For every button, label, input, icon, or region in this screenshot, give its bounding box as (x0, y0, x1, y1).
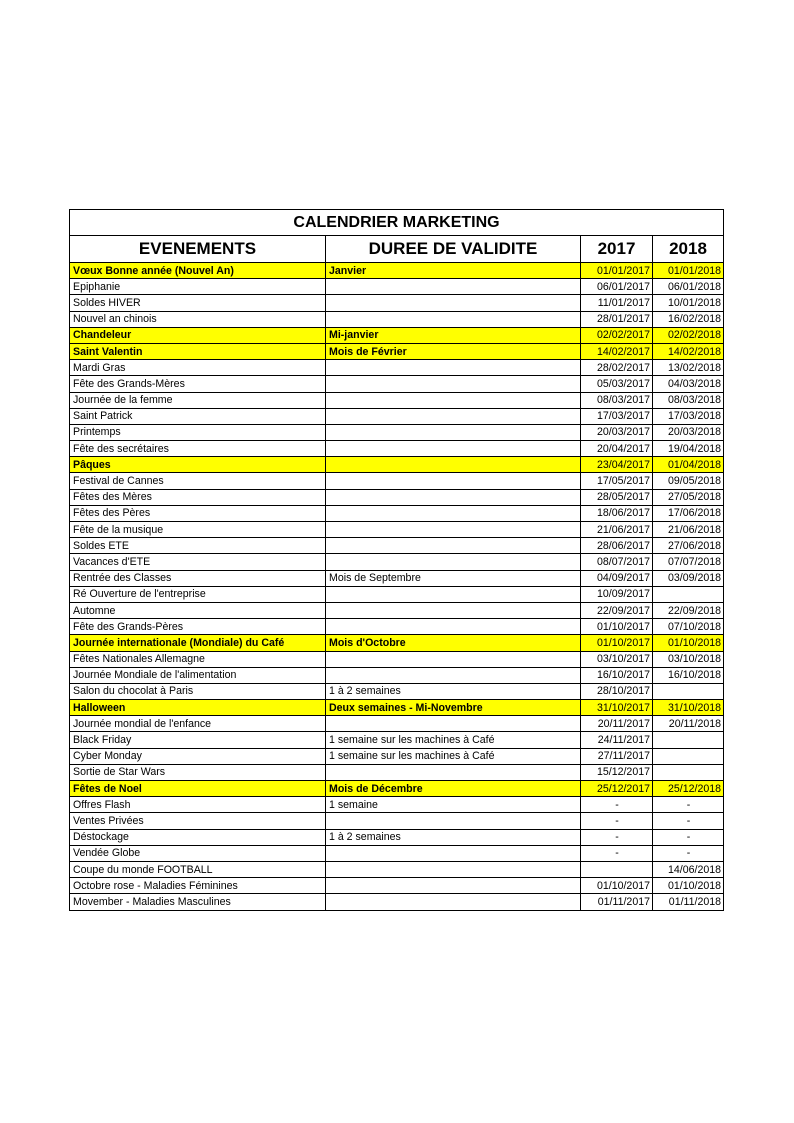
date-2018-cell (653, 732, 724, 748)
table-row (70, 392, 724, 408)
duration-cell (326, 878, 581, 894)
duration-cell (326, 441, 581, 457)
event-cell: Soldes HIVER (70, 295, 326, 311)
table-title: CALENDRIER MARKETING (70, 210, 724, 236)
table-row (70, 311, 724, 327)
table-row (70, 505, 724, 521)
event-cell: Journée mondial de l'enfance (70, 716, 326, 732)
date-2018-cell: 07/07/2018 (653, 554, 724, 570)
date-2017-cell: 15/12/2017 (581, 764, 653, 780)
duration-cell (326, 861, 581, 877)
table-row (70, 263, 724, 279)
date-2017-cell: 04/09/2017 (581, 570, 653, 586)
table-row (70, 764, 724, 780)
date-2017-cell: 01/10/2017 (581, 635, 653, 651)
date-2018-cell: 20/11/2018 (653, 716, 724, 732)
date-2018-cell: 03/10/2018 (653, 651, 724, 667)
table-row (70, 554, 724, 570)
duration-cell (326, 360, 581, 376)
header-2018: 2018 (653, 236, 724, 263)
event-cell: Printemps (70, 424, 326, 440)
table-row (70, 845, 724, 861)
date-2017-cell: 16/10/2017 (581, 667, 653, 683)
date-2018-cell (653, 586, 724, 602)
duration-cell (326, 408, 581, 424)
date-2017-cell: 08/03/2017 (581, 392, 653, 408)
table-row (70, 360, 724, 376)
event-cell: Soldes ETE (70, 538, 326, 554)
date-2017-cell: 28/06/2017 (581, 538, 653, 554)
event-cell: Nouvel an chinois (70, 311, 326, 327)
duration-cell (326, 473, 581, 489)
duration-cell (326, 716, 581, 732)
date-2018-cell: 10/01/2018 (653, 295, 724, 311)
table-row (70, 538, 724, 554)
event-cell: Journée Mondiale de l'alimentation (70, 667, 326, 683)
table-row (70, 635, 724, 651)
table-row (70, 700, 724, 716)
date-2017-cell: 28/10/2017 (581, 683, 653, 699)
date-2017-cell: 22/09/2017 (581, 602, 653, 618)
date-2018-cell: 21/06/2018 (653, 522, 724, 538)
table-row (70, 489, 724, 505)
event-cell: Mardi Gras (70, 360, 326, 376)
duration-cell (326, 538, 581, 554)
date-2017-cell: 23/04/2017 (581, 457, 653, 473)
date-2018-cell: 04/03/2018 (653, 376, 724, 392)
table-row (70, 408, 724, 424)
date-2017-cell: 24/11/2017 (581, 732, 653, 748)
date-2017-cell: 20/04/2017 (581, 441, 653, 457)
header-events: EVENEMENTS (70, 236, 326, 263)
event-cell: Déstockage (70, 829, 326, 845)
date-2018-cell (653, 683, 724, 699)
event-cell: Fête des Grands-Mères (70, 376, 326, 392)
event-cell: Fêtes Nationales Allemagne (70, 651, 326, 667)
table-row (70, 457, 724, 473)
duration-cell (326, 554, 581, 570)
date-2018-cell: 20/03/2018 (653, 424, 724, 440)
table-row (70, 781, 724, 797)
date-2017-cell (581, 861, 653, 877)
date-2017-cell: 05/03/2017 (581, 376, 653, 392)
date-2018-cell (653, 764, 724, 780)
table-row (70, 829, 724, 845)
duration-cell (326, 424, 581, 440)
duration-cell (326, 845, 581, 861)
table-row (70, 861, 724, 877)
event-cell: Pâques (70, 457, 326, 473)
event-cell: Octobre rose - Maladies Féminines (70, 878, 326, 894)
table-row (70, 295, 724, 311)
duration-cell: Mi-janvier (326, 327, 581, 343)
duration-cell (326, 602, 581, 618)
event-cell: Chandeleur (70, 327, 326, 343)
date-2017-cell: 25/12/2017 (581, 781, 653, 797)
event-cell: Saint Valentin (70, 343, 326, 359)
duration-cell (326, 586, 581, 602)
event-cell: Black Friday (70, 732, 326, 748)
duration-cell (326, 279, 581, 295)
date-2017-cell: 11/01/2017 (581, 295, 653, 311)
date-2018-cell: - (653, 797, 724, 813)
date-2017-cell: 20/03/2017 (581, 424, 653, 440)
date-2017-cell: 31/10/2017 (581, 700, 653, 716)
date-2018-cell: 19/04/2018 (653, 441, 724, 457)
date-2018-cell: 01/04/2018 (653, 457, 724, 473)
date-2018-cell: 27/05/2018 (653, 489, 724, 505)
date-2018-cell: 17/06/2018 (653, 505, 724, 521)
date-2018-cell: 25/12/2018 (653, 781, 724, 797)
table-row (70, 619, 724, 635)
table-row (70, 279, 724, 295)
date-2017-cell: 18/06/2017 (581, 505, 653, 521)
date-2017-cell: 14/02/2017 (581, 343, 653, 359)
table-row (70, 522, 724, 538)
date-2018-cell: - (653, 845, 724, 861)
date-2017-cell: 27/11/2017 (581, 748, 653, 764)
event-cell: Automne (70, 602, 326, 618)
event-cell: Journée de la femme (70, 392, 326, 408)
table-row (70, 602, 724, 618)
table-row (70, 376, 724, 392)
date-2018-cell: 01/10/2018 (653, 878, 724, 894)
event-cell: Salon du chocolat à Paris (70, 683, 326, 699)
date-2018-cell: 16/02/2018 (653, 311, 724, 327)
table-row (70, 651, 724, 667)
table-row (70, 327, 724, 343)
duration-cell (326, 311, 581, 327)
date-2018-cell: - (653, 813, 724, 829)
table-body (70, 263, 724, 911)
duration-cell: Mois de Septembre (326, 570, 581, 586)
date-2018-cell: 07/10/2018 (653, 619, 724, 635)
date-2018-cell: 01/10/2018 (653, 635, 724, 651)
date-2017-cell: 28/02/2017 (581, 360, 653, 376)
table-row (70, 570, 724, 586)
table-row (70, 878, 724, 894)
date-2018-cell: 01/11/2018 (653, 894, 724, 910)
event-cell: Ré Ouverture de l'entreprise (70, 586, 326, 602)
date-2018-cell: 06/01/2018 (653, 279, 724, 295)
duration-cell: Mois d'Octobre (326, 635, 581, 651)
event-cell: Fêtes des Pères (70, 505, 326, 521)
event-cell: Epiphanie (70, 279, 326, 295)
header-duration: DUREE DE VALIDITE (326, 236, 581, 263)
date-2018-cell: 03/09/2018 (653, 570, 724, 586)
event-cell: Saint Patrick (70, 408, 326, 424)
table-row (70, 441, 724, 457)
date-2017-cell: 28/01/2017 (581, 311, 653, 327)
date-2018-cell: 01/01/2018 (653, 263, 724, 279)
duration-cell (326, 522, 581, 538)
date-2018-cell: 09/05/2018 (653, 473, 724, 489)
date-2017-cell: 17/03/2017 (581, 408, 653, 424)
duration-cell (326, 667, 581, 683)
date-2018-cell: 14/06/2018 (653, 861, 724, 877)
date-2018-cell: 31/10/2018 (653, 700, 724, 716)
date-2017-cell: 08/07/2017 (581, 554, 653, 570)
table-row (70, 748, 724, 764)
event-cell: Fêtes des Mères (70, 489, 326, 505)
duration-cell (326, 376, 581, 392)
duration-cell: 1 semaine sur les machines à Café (326, 732, 581, 748)
date-2017-cell: 10/09/2017 (581, 586, 653, 602)
date-2018-cell: - (653, 829, 724, 845)
marketing-calendar-table (69, 209, 724, 911)
event-cell: Journée internationale (Mondiale) du Café (70, 635, 326, 651)
table-row (70, 732, 724, 748)
duration-cell: 1 semaine sur les machines à Café (326, 748, 581, 764)
marketing-calendar-sheet (69, 209, 723, 911)
date-2017-cell: 20/11/2017 (581, 716, 653, 732)
table-row (70, 813, 724, 829)
date-2017-cell: 06/01/2017 (581, 279, 653, 295)
event-cell: Sortie de Star Wars (70, 764, 326, 780)
event-cell: Vœux Bonne année (Nouvel An) (70, 263, 326, 279)
header-2017: 2017 (581, 236, 653, 263)
date-2017-cell: - (581, 813, 653, 829)
duration-cell: Deux semaines - Mi-Novembre (326, 700, 581, 716)
duration-cell (326, 392, 581, 408)
date-2018-cell: 16/10/2018 (653, 667, 724, 683)
date-2017-cell: 21/06/2017 (581, 522, 653, 538)
duration-cell (326, 894, 581, 910)
date-2018-cell: 17/03/2018 (653, 408, 724, 424)
date-2017-cell: 03/10/2017 (581, 651, 653, 667)
date-2017-cell: 02/02/2017 (581, 327, 653, 343)
date-2018-cell: 02/02/2018 (653, 327, 724, 343)
duration-cell (326, 651, 581, 667)
duration-cell: Mois de Décembre (326, 781, 581, 797)
duration-cell: Janvier (326, 263, 581, 279)
header-row (70, 236, 724, 263)
duration-cell: 1 à 2 semaines (326, 683, 581, 699)
date-2017-cell: 17/05/2017 (581, 473, 653, 489)
title-row (70, 210, 724, 236)
table-row (70, 586, 724, 602)
duration-cell: 1 semaine (326, 797, 581, 813)
date-2017-cell: - (581, 845, 653, 861)
date-2017-cell: 01/10/2017 (581, 619, 653, 635)
date-2017-cell: 01/10/2017 (581, 878, 653, 894)
date-2018-cell: 08/03/2018 (653, 392, 724, 408)
date-2018-cell: 22/09/2018 (653, 602, 724, 618)
date-2017-cell: 01/01/2017 (581, 263, 653, 279)
table-row (70, 343, 724, 359)
event-cell: Movember - Maladies Masculines (70, 894, 326, 910)
duration-cell (326, 295, 581, 311)
duration-cell: Mois de Février (326, 343, 581, 359)
event-cell: Rentrée des Classes (70, 570, 326, 586)
event-cell: Halloween (70, 700, 326, 716)
date-2017-cell: - (581, 829, 653, 845)
duration-cell (326, 457, 581, 473)
date-2017-cell: - (581, 797, 653, 813)
table-row (70, 424, 724, 440)
event-cell: Ventes Privées (70, 813, 326, 829)
event-cell: Offres Flash (70, 797, 326, 813)
duration-cell (326, 489, 581, 505)
date-2017-cell: 01/11/2017 (581, 894, 653, 910)
event-cell: Coupe du monde FOOTBALL (70, 861, 326, 877)
event-cell: Vendée Globe (70, 845, 326, 861)
event-cell: Fête des secrétaires (70, 441, 326, 457)
table-row (70, 683, 724, 699)
date-2018-cell (653, 748, 724, 764)
event-cell: Cyber Monday (70, 748, 326, 764)
table-row (70, 894, 724, 910)
duration-cell: 1 à 2 semaines (326, 829, 581, 845)
date-2018-cell: 27/06/2018 (653, 538, 724, 554)
event-cell: Vacances d'ETE (70, 554, 326, 570)
date-2017-cell: 28/05/2017 (581, 489, 653, 505)
duration-cell (326, 619, 581, 635)
table-row (70, 797, 724, 813)
duration-cell (326, 505, 581, 521)
event-cell: Fête des Grands-Pères (70, 619, 326, 635)
duration-cell (326, 813, 581, 829)
table-row (70, 473, 724, 489)
table-row (70, 667, 724, 683)
date-2018-cell: 13/02/2018 (653, 360, 724, 376)
table-row (70, 716, 724, 732)
event-cell: Fête de la musique (70, 522, 326, 538)
event-cell: Festival de Cannes (70, 473, 326, 489)
event-cell: Fêtes de Noel (70, 781, 326, 797)
date-2018-cell: 14/02/2018 (653, 343, 724, 359)
duration-cell (326, 764, 581, 780)
